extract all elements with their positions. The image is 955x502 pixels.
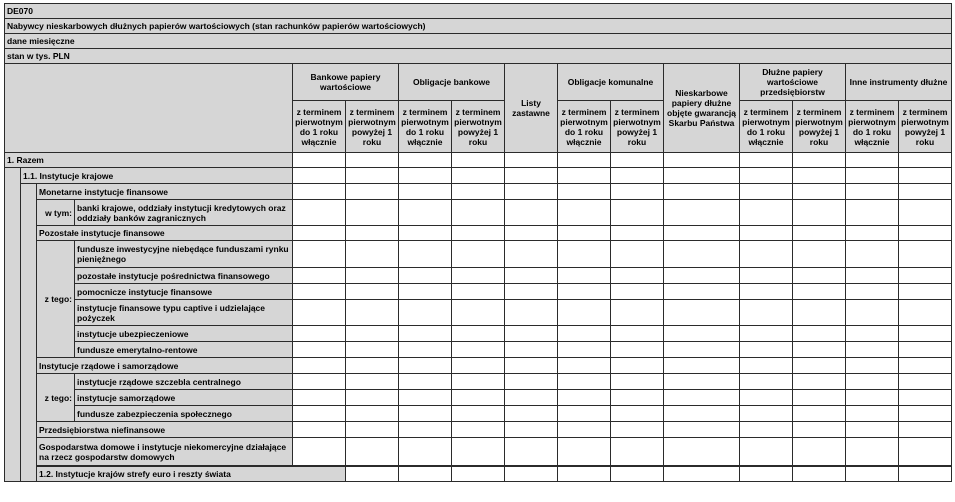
row-inv-funds (5, 241, 952, 268)
input-cell[interactable] (558, 153, 611, 168)
sub-short-2: z terminem pierwotnym do 1 roku włącznie (399, 101, 452, 153)
input-cell[interactable] (740, 284, 793, 300)
input-cell[interactable] (452, 268, 505, 284)
input-cell[interactable] (558, 358, 611, 374)
input-cell[interactable] (846, 390, 899, 406)
row-auxiliaries (5, 284, 952, 300)
row-label-domestic: 1.1. Instytucje krajowe (21, 168, 293, 184)
input-cell[interactable] (740, 358, 793, 374)
form-frequency: dane miesięczne (5, 34, 952, 49)
input-cell[interactable] (740, 268, 793, 284)
input-cell[interactable] (399, 358, 452, 374)
input-cell[interactable] (611, 342, 664, 358)
input-cell[interactable] (899, 168, 952, 184)
col-bank-bonds: Obligacje bankowe (399, 64, 505, 101)
input-cell[interactable] (558, 390, 611, 406)
input-cell[interactable] (793, 300, 846, 326)
input-cell[interactable] (846, 467, 899, 482)
input-cell[interactable] (505, 226, 558, 241)
input-cell[interactable] (452, 406, 505, 422)
input-cell[interactable] (664, 300, 740, 326)
col-corporate: Dłużne papiery wartościowe przedsiębiorstw (740, 64, 846, 101)
input-cell[interactable] (611, 358, 664, 374)
input-cell[interactable] (793, 200, 846, 226)
input-cell[interactable] (793, 284, 846, 300)
indent-gutter (21, 184, 37, 482)
input-cell[interactable] (293, 438, 346, 466)
input-cell[interactable] (899, 241, 952, 268)
input-cell[interactable] (664, 226, 740, 241)
input-cell[interactable] (558, 467, 611, 482)
input-cell[interactable] (558, 284, 611, 300)
sub-short-3: z terminem pierwotnym do 1 roku włącznie (558, 101, 611, 153)
input-cell[interactable] (740, 153, 793, 168)
input-cell[interactable] (793, 342, 846, 358)
input-cell[interactable] (740, 390, 793, 406)
input-cell[interactable] (558, 200, 611, 226)
input-cell[interactable] (899, 390, 952, 406)
w-tym-label: w tym: (37, 200, 75, 226)
input-cell[interactable] (452, 342, 505, 358)
input-cell[interactable] (611, 226, 664, 241)
input-cell[interactable] (740, 467, 793, 482)
input-cell[interactable] (664, 284, 740, 300)
row-central-gov (5, 374, 952, 390)
input-cell[interactable] (505, 168, 558, 184)
input-cell[interactable] (664, 374, 740, 390)
input-cell[interactable] (664, 168, 740, 184)
row-ofi (5, 226, 952, 241)
row-label-central-gov: instytucje rządowe szczebla centralnego (75, 374, 293, 390)
input-cell[interactable] (505, 342, 558, 358)
input-cell[interactable] (793, 467, 846, 482)
input-cell[interactable] (664, 200, 740, 226)
input-cell[interactable] (740, 326, 793, 342)
input-cell[interactable] (664, 342, 740, 358)
row-domestic (5, 168, 952, 184)
input-cell[interactable] (558, 184, 611, 200)
input-cell[interactable] (611, 422, 664, 438)
row-gov (5, 358, 952, 374)
input-cell[interactable] (664, 241, 740, 268)
row-label-insurance: instytucje ubezpieczeniowe (75, 326, 293, 342)
input-cell[interactable] (558, 342, 611, 358)
input-cell[interactable] (452, 438, 505, 466)
input-cell[interactable] (346, 438, 399, 466)
input-cell[interactable] (399, 153, 452, 168)
input-cell[interactable] (558, 241, 611, 268)
input-cell[interactable] (611, 241, 664, 268)
input-cell[interactable] (793, 153, 846, 168)
input-cell[interactable] (346, 284, 399, 300)
input-cell[interactable] (611, 268, 664, 284)
input-cell[interactable] (399, 284, 452, 300)
input-cell[interactable] (899, 326, 952, 342)
form-code: DE070 (5, 4, 952, 19)
input-cell[interactable] (664, 358, 740, 374)
input-cell[interactable] (346, 153, 399, 168)
input-cell[interactable] (399, 374, 452, 390)
input-cell[interactable] (611, 200, 664, 226)
input-cell[interactable] (346, 342, 399, 358)
row-label-total: 1. Razem (5, 153, 293, 168)
row-label-auxiliaries: pomocnicze instytucje finansowe (75, 284, 293, 300)
input-cell[interactable] (740, 342, 793, 358)
input-cell[interactable] (346, 358, 399, 374)
input-cell[interactable] (399, 200, 452, 226)
form-unit: stan w tys. PLN (5, 49, 952, 64)
input-cell[interactable] (505, 268, 558, 284)
row-social-security (5, 406, 952, 422)
sub-long-5: z terminem pierwotnym powyżej 1 roku (899, 101, 952, 153)
sub-long-1: z terminem pierwotnym powyżej 1 roku (346, 101, 399, 153)
indent-gutter (5, 168, 21, 482)
row-mfi (5, 184, 952, 200)
input-cell[interactable] (293, 300, 346, 326)
input-cell[interactable] (558, 226, 611, 241)
input-cell[interactable] (505, 284, 558, 300)
input-cell[interactable] (740, 184, 793, 200)
input-cell[interactable] (740, 300, 793, 326)
input-cell[interactable] (452, 226, 505, 241)
input-cell[interactable] (846, 342, 899, 358)
col-mortgage-bonds: Listy zastawne (505, 64, 558, 153)
input-cell[interactable] (346, 326, 399, 342)
sub-short-4: z terminem pierwotnym do 1 roku włącznie (740, 101, 793, 153)
input-cell[interactable] (293, 168, 346, 184)
input-cell[interactable] (346, 300, 399, 326)
input-cell[interactable] (846, 284, 899, 300)
input-cell[interactable] (611, 406, 664, 422)
input-cell[interactable] (899, 226, 952, 241)
input-cell[interactable] (452, 358, 505, 374)
input-cell[interactable] (899, 284, 952, 300)
input-cell[interactable] (399, 390, 452, 406)
input-cell[interactable] (611, 184, 664, 200)
input-cell[interactable] (558, 374, 611, 390)
input-cell[interactable] (846, 226, 899, 241)
input-cell[interactable] (293, 200, 346, 226)
row-label-inv-funds: fundusze inwestycyjne niebędące funduszami rynku pieniężnego (75, 241, 293, 268)
input-cell[interactable] (399, 467, 452, 482)
input-cell[interactable] (399, 326, 452, 342)
input-cell[interactable] (452, 422, 505, 438)
input-cell[interactable] (611, 153, 664, 168)
input-cell[interactable] (505, 241, 558, 268)
input-cell[interactable] (293, 284, 346, 300)
input-cell[interactable] (740, 226, 793, 241)
input-cell[interactable] (505, 153, 558, 168)
input-cell[interactable] (293, 153, 346, 168)
input-cell[interactable] (611, 300, 664, 326)
sub-long-2: z terminem pierwotnym powyżej 1 roku (452, 101, 505, 153)
input-cell[interactable] (293, 226, 346, 241)
input-cell[interactable] (346, 184, 399, 200)
row-nfc (5, 422, 952, 438)
col-guaranteed: Nieskarbowe papiery dłużne objęte gwarancją Skarbu Państwa (664, 64, 740, 153)
input-cell[interactable] (293, 406, 346, 422)
input-cell[interactable] (611, 438, 664, 466)
input-cell[interactable] (346, 422, 399, 438)
input-cell[interactable] (793, 406, 846, 422)
input-cell[interactable] (293, 184, 346, 200)
input-cell[interactable] (346, 241, 399, 268)
row-label-domestic-banks: banki krajowe, oddziały instytucji kredytowych oraz oddziały banków zagranicznych (75, 200, 293, 226)
input-cell[interactable] (293, 342, 346, 358)
input-cell[interactable] (899, 467, 952, 482)
input-cell[interactable] (899, 300, 952, 326)
input-cell[interactable] (793, 326, 846, 342)
input-cell[interactable] (793, 268, 846, 284)
sub-long-3: z terminem pierwotnym powyżej 1 roku (611, 101, 664, 153)
input-cell[interactable] (558, 422, 611, 438)
input-cell[interactable] (740, 374, 793, 390)
input-cell[interactable] (899, 342, 952, 358)
input-cell[interactable] (399, 226, 452, 241)
input-cell[interactable] (505, 467, 558, 482)
input-cell[interactable] (793, 184, 846, 200)
input-cell[interactable] (293, 268, 346, 284)
input-cell[interactable] (505, 390, 558, 406)
input-cell[interactable] (558, 406, 611, 422)
input-cell[interactable] (399, 300, 452, 326)
input-cell[interactable] (346, 200, 399, 226)
input-cell[interactable] (899, 422, 952, 438)
input-cell[interactable] (452, 184, 505, 200)
input-cell[interactable] (399, 438, 452, 466)
input-cell[interactable] (399, 168, 452, 184)
input-cell[interactable] (846, 268, 899, 284)
input-cell[interactable] (846, 184, 899, 200)
input-cell[interactable] (452, 300, 505, 326)
input-cell[interactable] (346, 168, 399, 184)
col-other-instruments: Inne instrumenty dłużne (846, 64, 952, 101)
input-cell[interactable] (846, 406, 899, 422)
input-cell[interactable] (846, 200, 899, 226)
input-cell[interactable] (793, 226, 846, 241)
input-cell[interactable] (346, 406, 399, 422)
input-cell[interactable] (452, 200, 505, 226)
input-cell[interactable] (793, 168, 846, 184)
input-cell[interactable] (452, 153, 505, 168)
input-cell[interactable] (846, 168, 899, 184)
input-cell[interactable] (452, 284, 505, 300)
col-municipal-bonds: Obligacje komunalne (558, 64, 664, 101)
input-cell[interactable] (846, 358, 899, 374)
input-cell[interactable] (664, 438, 740, 466)
input-cell[interactable] (664, 326, 740, 342)
row-label-local-gov: instytucje samorządowe (75, 390, 293, 406)
input-cell[interactable] (899, 406, 952, 422)
input-cell[interactable] (664, 406, 740, 422)
row-total (5, 153, 952, 168)
row-label-mfi: Monetarne instytucje finansowe (37, 184, 293, 200)
row-pension (5, 342, 952, 358)
input-cell[interactable] (346, 390, 399, 406)
input-cell[interactable] (452, 467, 505, 482)
input-cell[interactable] (505, 300, 558, 326)
row-label-households: Gospodarstwa domowe i instytucje niekomercyjne działające na rzecz gospodarstw domowych (37, 438, 293, 466)
input-cell[interactable] (846, 422, 899, 438)
input-cell[interactable] (740, 168, 793, 184)
form-sheet (4, 3, 952, 482)
input-cell[interactable] (899, 438, 952, 466)
input-cell[interactable] (399, 342, 452, 358)
input-cell[interactable] (452, 326, 505, 342)
input-cell[interactable] (664, 422, 740, 438)
input-cell[interactable] (611, 168, 664, 184)
z-tego-label: z tego: (37, 241, 75, 358)
input-cell[interactable] (846, 300, 899, 326)
row-label-captive: instytucje finansowe typu captive i udzielające pożyczek (75, 300, 293, 326)
input-cell[interactable] (664, 153, 740, 168)
input-cell[interactable] (899, 268, 952, 284)
input-cell[interactable] (346, 226, 399, 241)
input-cell[interactable] (899, 358, 952, 374)
input-cell[interactable] (793, 390, 846, 406)
input-cell[interactable] (452, 241, 505, 268)
input-cell[interactable] (399, 406, 452, 422)
input-cell[interactable] (740, 406, 793, 422)
row-label-gov: Instytucje rządowe i samorządowe (37, 358, 293, 374)
input-cell[interactable] (399, 241, 452, 268)
row-label-ofi: Pozostałe instytucje finansowe (37, 226, 293, 241)
input-cell[interactable] (664, 268, 740, 284)
input-cell[interactable] (793, 358, 846, 374)
row-local-gov (5, 390, 952, 406)
input-cell[interactable] (664, 467, 740, 482)
input-cell[interactable] (899, 374, 952, 390)
input-cell[interactable] (452, 374, 505, 390)
row-other-intermediaries (5, 268, 952, 284)
input-cell[interactable] (505, 438, 558, 466)
input-cell[interactable] (846, 241, 899, 268)
input-cell[interactable] (505, 406, 558, 422)
input-cell[interactable] (793, 422, 846, 438)
input-cell[interactable] (505, 422, 558, 438)
sub-long-4: z terminem pierwotnym powyżej 1 roku (793, 101, 846, 153)
input-cell[interactable] (346, 268, 399, 284)
input-cell[interactable] (740, 241, 793, 268)
sub-short-5: z terminem pierwotnym do 1 roku włącznie (846, 101, 899, 153)
input-cell[interactable] (899, 200, 952, 226)
row-domestic-banks (5, 200, 952, 226)
input-cell[interactable] (558, 268, 611, 284)
row-insurance (5, 326, 952, 342)
input-cell[interactable] (846, 153, 899, 168)
row-households (5, 438, 952, 466)
input-cell[interactable] (452, 168, 505, 184)
input-cell[interactable] (293, 358, 346, 374)
input-cell[interactable] (399, 184, 452, 200)
input-cell[interactable] (399, 422, 452, 438)
z-tego-label: z tego: (37, 374, 75, 422)
input-cell[interactable] (346, 374, 399, 390)
input-cell[interactable] (505, 326, 558, 342)
input-cell[interactable] (740, 438, 793, 466)
input-cell[interactable] (899, 153, 952, 168)
row-label-other-intermediaries: pozostałe instytucje pośrednictwa finansowego (75, 268, 293, 284)
input-cell[interactable] (611, 390, 664, 406)
input-cell[interactable] (505, 184, 558, 200)
row-label-nfc: Przedsiębiorstwa niefinansowe (37, 422, 293, 438)
input-cell[interactable] (611, 284, 664, 300)
row-label-foreign: 1.2. Instytucje krajów strefy euro i reszty świata (37, 467, 346, 482)
input-cell[interactable] (293, 241, 346, 268)
input-cell[interactable] (793, 241, 846, 268)
input-cell[interactable] (611, 374, 664, 390)
row-label-social-security: fundusze zabezpieczenia społecznego (75, 406, 293, 422)
header-blank (5, 64, 293, 153)
input-cell[interactable] (293, 374, 346, 390)
input-cell[interactable] (558, 438, 611, 466)
row-foreign (5, 467, 952, 482)
input-cell[interactable] (740, 422, 793, 438)
input-cell[interactable] (793, 438, 846, 466)
input-cell[interactable] (505, 374, 558, 390)
input-cell[interactable] (899, 184, 952, 200)
input-cell[interactable] (793, 374, 846, 390)
input-cell[interactable] (452, 390, 505, 406)
input-cell[interactable] (740, 200, 793, 226)
input-cell[interactable] (611, 467, 664, 482)
input-cell[interactable] (505, 358, 558, 374)
input-cell[interactable] (505, 200, 558, 226)
input-cell[interactable] (346, 467, 399, 482)
input-cell[interactable] (846, 438, 899, 466)
form-title: Nabywcy nieskarbowych dłużnych papierów wartościowych (stan rachunków papierów wartościowych) (5, 19, 952, 34)
input-cell[interactable] (664, 390, 740, 406)
input-cell[interactable] (293, 390, 346, 406)
input-cell[interactable] (293, 326, 346, 342)
sub-short-1: z terminem pierwotnym do 1 roku włącznie (293, 101, 346, 153)
input-cell[interactable] (558, 326, 611, 342)
row-label-pension: fundusze emerytalno-rentowe (75, 342, 293, 358)
input-cell[interactable] (399, 268, 452, 284)
input-cell[interactable] (293, 422, 346, 438)
form-table (4, 3, 952, 482)
input-cell[interactable] (558, 168, 611, 184)
row-captive (5, 300, 952, 326)
col-bank-securities: Bankowe papiery wartościowe (293, 64, 399, 101)
input-cell[interactable] (558, 300, 611, 326)
input-cell[interactable] (664, 184, 740, 200)
input-cell[interactable] (846, 374, 899, 390)
input-cell[interactable] (846, 326, 899, 342)
input-cell[interactable] (611, 326, 664, 342)
